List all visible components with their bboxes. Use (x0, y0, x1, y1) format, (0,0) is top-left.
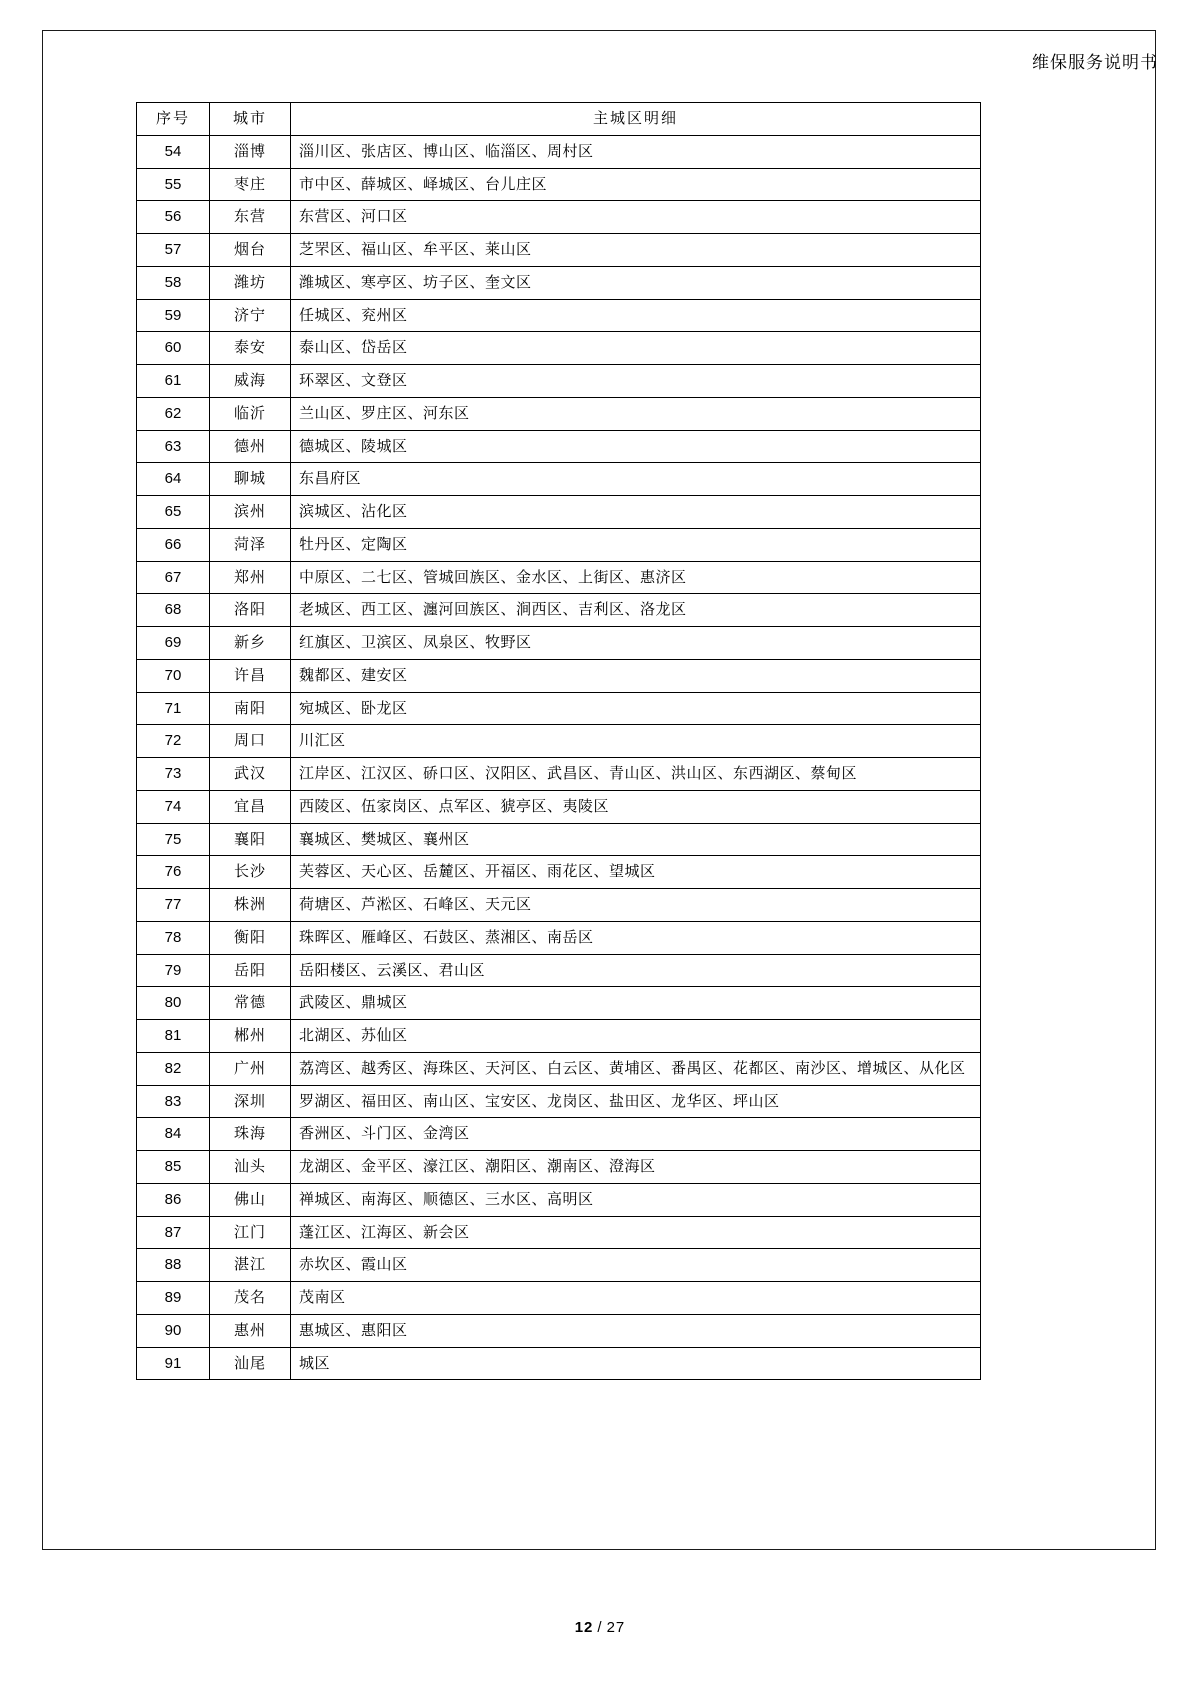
table-row (137, 299, 981, 332)
cell-city: 菏泽 (210, 528, 291, 561)
cell-index: 57 (137, 234, 210, 267)
table-row (137, 1118, 981, 1151)
cell-index: 74 (137, 790, 210, 823)
table-row (137, 168, 981, 201)
table-row (137, 725, 981, 758)
cell-detail: 惠城区、惠阳区 (291, 1314, 981, 1347)
cell-city: 岳阳 (210, 954, 291, 987)
cell-detail: 城区 (291, 1347, 981, 1380)
cell-city: 东营 (210, 201, 291, 234)
cell-city: 佛山 (210, 1183, 291, 1216)
cell-detail: 市中区、薛城区、峄城区、台儿庄区 (291, 168, 981, 201)
cell-index: 81 (137, 1020, 210, 1053)
cell-detail: 芝罘区、福山区、牟平区、莱山区 (291, 234, 981, 267)
cell-detail: 川汇区 (291, 725, 981, 758)
cell-city: 枣庄 (210, 168, 291, 201)
cell-detail: 茂南区 (291, 1282, 981, 1315)
cell-detail: 西陵区、伍家岗区、点军区、猇亭区、夷陵区 (291, 790, 981, 823)
cell-detail: 滨城区、沾化区 (291, 496, 981, 529)
cell-index: 59 (137, 299, 210, 332)
column-header-detail: 主城区明细 (291, 103, 981, 136)
cell-index: 78 (137, 921, 210, 954)
cell-index: 86 (137, 1183, 210, 1216)
cell-detail: 环翠区、文登区 (291, 365, 981, 398)
cell-detail: 荷塘区、芦淞区、石峰区、天元区 (291, 889, 981, 922)
cell-detail: 任城区、兖州区 (291, 299, 981, 332)
cell-city: 深圳 (210, 1085, 291, 1118)
cell-index: 64 (137, 463, 210, 496)
cell-detail: 红旗区、卫滨区、凤泉区、牧野区 (291, 627, 981, 660)
cell-index: 82 (137, 1052, 210, 1085)
table-row (137, 1347, 981, 1380)
cell-index: 61 (137, 365, 210, 398)
cell-detail: 龙湖区、金平区、濠江区、潮阳区、潮南区、澄海区 (291, 1151, 981, 1184)
cell-city: 周口 (210, 725, 291, 758)
cell-city: 潍坊 (210, 266, 291, 299)
cell-city: 广州 (210, 1052, 291, 1085)
cell-city: 常德 (210, 987, 291, 1020)
table-row (137, 561, 981, 594)
table-row (137, 1020, 981, 1053)
cell-city: 惠州 (210, 1314, 291, 1347)
footer-current-page: 12 (574, 1619, 594, 1636)
cell-index: 83 (137, 1085, 210, 1118)
table-row (137, 201, 981, 234)
cell-city: 济宁 (210, 299, 291, 332)
table-row (137, 823, 981, 856)
cell-city: 宜昌 (210, 790, 291, 823)
cell-index: 88 (137, 1249, 210, 1282)
cell-detail: 江岸区、江汉区、硚口区、汉阳区、武昌区、青山区、洪山区、东西湖区、蔡甸区 (291, 758, 981, 791)
cell-index: 76 (137, 856, 210, 889)
table-row (137, 594, 981, 627)
cell-index: 84 (137, 1118, 210, 1151)
cell-city: 长沙 (210, 856, 291, 889)
cell-index: 71 (137, 692, 210, 725)
footer-separator: / (597, 1619, 603, 1636)
table-row (137, 397, 981, 430)
column-header-index: 序号 (137, 103, 210, 136)
cell-index: 56 (137, 201, 210, 234)
cell-index: 89 (137, 1282, 210, 1315)
cell-index: 85 (137, 1151, 210, 1184)
cell-detail: 武陵区、鼎城区 (291, 987, 981, 1020)
cell-detail: 潍城区、寒亭区、坊子区、奎文区 (291, 266, 981, 299)
cell-detail: 魏都区、建安区 (291, 659, 981, 692)
table-row (137, 1052, 981, 1085)
cell-city: 株洲 (210, 889, 291, 922)
cell-detail: 罗湖区、福田区、南山区、宝安区、龙岗区、盐田区、龙华区、坪山区 (291, 1085, 981, 1118)
cell-city: 聊城 (210, 463, 291, 496)
document-header-title: 维保服务说明书 (1032, 53, 1158, 72)
cell-detail: 老城区、西工区、瀍河回族区、涧西区、吉利区、洛龙区 (291, 594, 981, 627)
column-header-city: 城市 (210, 103, 291, 136)
cell-city: 汕头 (210, 1151, 291, 1184)
table-body (137, 103, 981, 1380)
table-row (137, 365, 981, 398)
cell-city: 滨州 (210, 496, 291, 529)
cell-city: 汕尾 (210, 1347, 291, 1380)
cell-detail: 中原区、二七区、管城回族区、金水区、上街区、惠济区 (291, 561, 981, 594)
table-row (137, 1085, 981, 1118)
cell-city: 南阳 (210, 692, 291, 725)
cell-detail: 襄城区、樊城区、襄州区 (291, 823, 981, 856)
table-row (137, 528, 981, 561)
cell-detail: 北湖区、苏仙区 (291, 1020, 981, 1053)
cell-detail: 泰山区、岱岳区 (291, 332, 981, 365)
cell-detail: 东营区、河口区 (291, 201, 981, 234)
cell-detail: 芙蓉区、天心区、岳麓区、开福区、雨花区、望城区 (291, 856, 981, 889)
table-row (137, 1151, 981, 1184)
cell-detail: 荔湾区、越秀区、海珠区、天河区、白云区、黄埔区、番禺区、花都区、南沙区、增城区、从化区 (291, 1052, 981, 1085)
table-row (137, 692, 981, 725)
cell-city: 江门 (210, 1216, 291, 1249)
cell-detail: 牡丹区、定陶区 (291, 528, 981, 561)
city-districts-table (136, 102, 981, 1380)
table-row (137, 463, 981, 496)
cell-city: 湛江 (210, 1249, 291, 1282)
footer-total-pages: 27 (606, 1619, 626, 1636)
table-row (137, 1282, 981, 1315)
cell-city: 泰安 (210, 332, 291, 365)
table-row (137, 627, 981, 660)
table-row (137, 954, 981, 987)
cell-index: 67 (137, 561, 210, 594)
cell-city: 德州 (210, 430, 291, 463)
cell-index: 72 (137, 725, 210, 758)
table-row (137, 1249, 981, 1282)
cell-city: 襄阳 (210, 823, 291, 856)
table-row (137, 889, 981, 922)
table-row (137, 430, 981, 463)
cell-index: 65 (137, 496, 210, 529)
cell-index: 90 (137, 1314, 210, 1347)
cell-index: 62 (137, 397, 210, 430)
cell-city: 临沂 (210, 397, 291, 430)
cell-city: 茂名 (210, 1282, 291, 1315)
cell-index: 87 (137, 1216, 210, 1249)
cell-detail: 禅城区、南海区、顺德区、三水区、高明区 (291, 1183, 981, 1216)
cell-index: 60 (137, 332, 210, 365)
table-row (137, 659, 981, 692)
cell-detail: 珠晖区、雁峰区、石鼓区、蒸湘区、南岳区 (291, 921, 981, 954)
table-row (137, 1183, 981, 1216)
cell-index: 77 (137, 889, 210, 922)
cell-detail: 赤坎区、霞山区 (291, 1249, 981, 1282)
table-row (137, 135, 981, 168)
cell-city: 武汉 (210, 758, 291, 791)
cell-detail: 兰山区、罗庄区、河东区 (291, 397, 981, 430)
table-header-row (137, 103, 981, 136)
cell-index: 68 (137, 594, 210, 627)
cell-index: 91 (137, 1347, 210, 1380)
table-row (137, 332, 981, 365)
table-row (137, 921, 981, 954)
page-footer (0, 1619, 1200, 1636)
cell-city: 新乡 (210, 627, 291, 660)
cell-index: 66 (137, 528, 210, 561)
table-row (137, 1314, 981, 1347)
cell-detail: 蓬江区、江海区、新会区 (291, 1216, 981, 1249)
cell-index: 80 (137, 987, 210, 1020)
cell-index: 58 (137, 266, 210, 299)
city-districts-table-wrapper (136, 102, 981, 1380)
cell-city: 珠海 (210, 1118, 291, 1151)
cell-detail: 香洲区、斗门区、金湾区 (291, 1118, 981, 1151)
cell-city: 烟台 (210, 234, 291, 267)
cell-city: 郑州 (210, 561, 291, 594)
cell-detail: 德城区、陵城区 (291, 430, 981, 463)
cell-index: 63 (137, 430, 210, 463)
cell-index: 79 (137, 954, 210, 987)
cell-city: 洛阳 (210, 594, 291, 627)
cell-index: 70 (137, 659, 210, 692)
cell-index: 55 (137, 168, 210, 201)
cell-detail: 淄川区、张店区、博山区、临淄区、周村区 (291, 135, 981, 168)
table-row (137, 758, 981, 791)
table-row (137, 234, 981, 267)
cell-city: 淄博 (210, 135, 291, 168)
cell-city: 郴州 (210, 1020, 291, 1053)
table-row (137, 856, 981, 889)
cell-detail: 东昌府区 (291, 463, 981, 496)
cell-index: 54 (137, 135, 210, 168)
cell-detail: 宛城区、卧龙区 (291, 692, 981, 725)
cell-city: 许昌 (210, 659, 291, 692)
table-row (137, 1216, 981, 1249)
table-row (137, 496, 981, 529)
cell-detail: 岳阳楼区、云溪区、君山区 (291, 954, 981, 987)
cell-index: 69 (137, 627, 210, 660)
cell-city: 衡阳 (210, 921, 291, 954)
cell-city: 威海 (210, 365, 291, 398)
cell-index: 73 (137, 758, 210, 791)
cell-index: 75 (137, 823, 210, 856)
table-row (137, 266, 981, 299)
table-row (137, 987, 981, 1020)
table-row (137, 790, 981, 823)
